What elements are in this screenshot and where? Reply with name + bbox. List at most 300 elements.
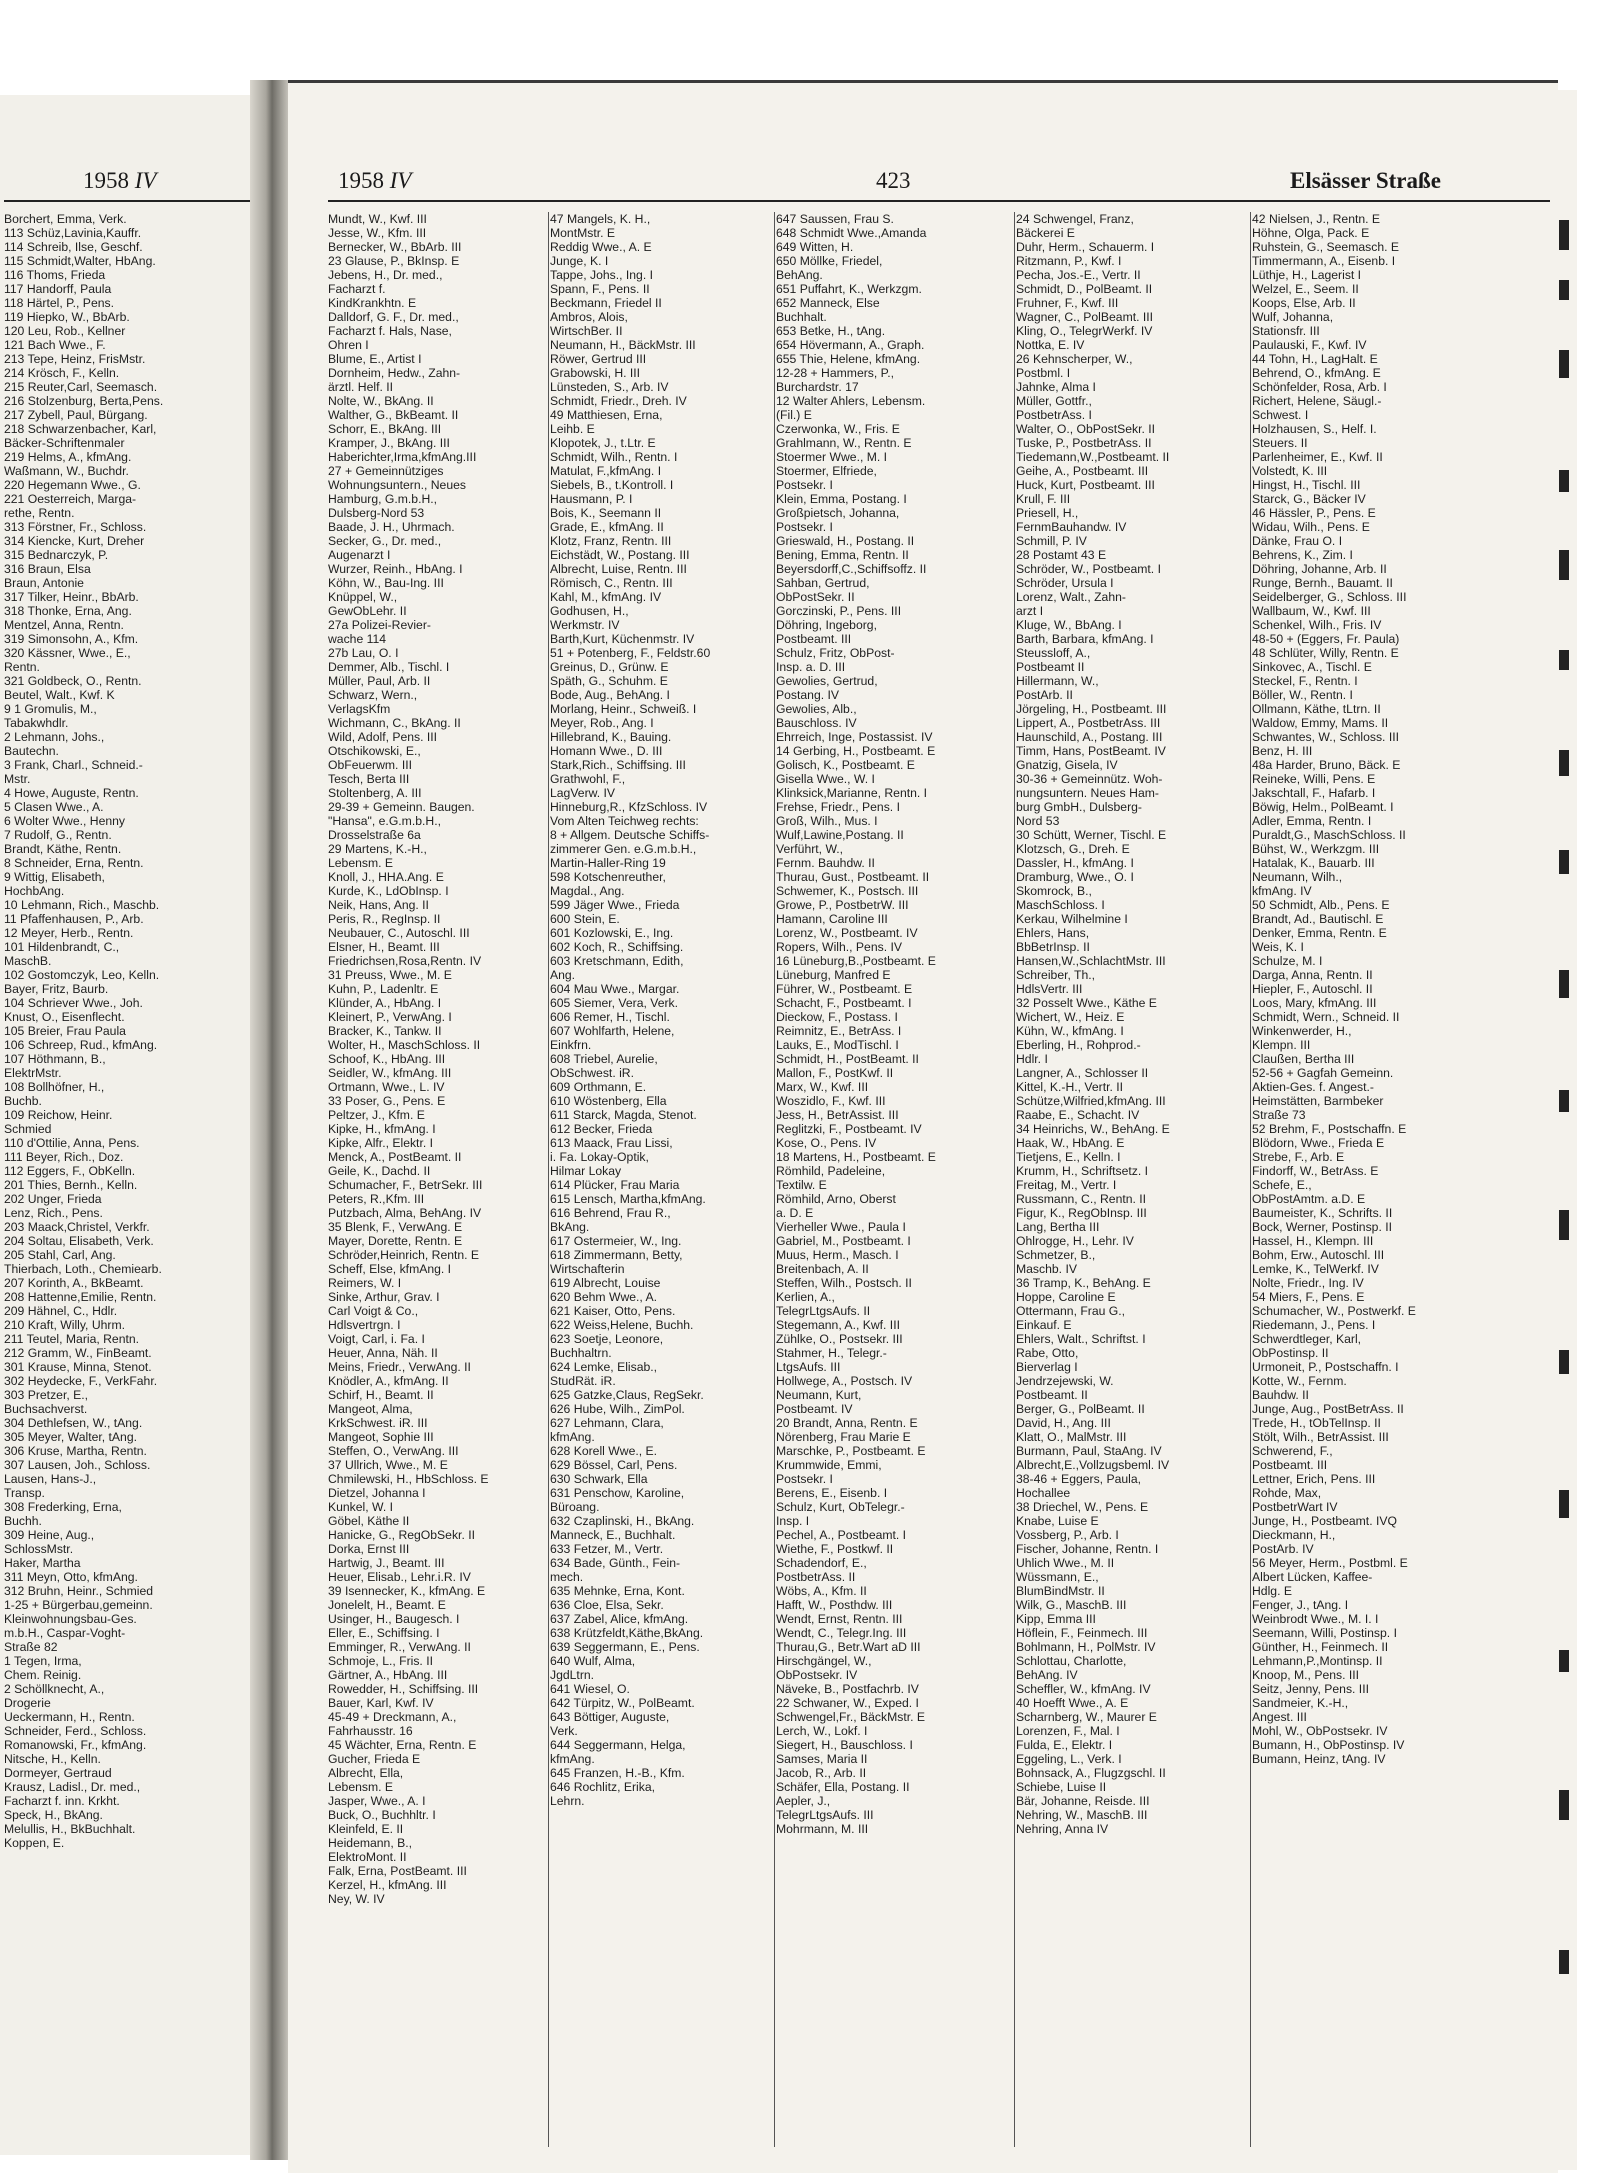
directory-entry: Stoltenberg, A. III	[328, 786, 422, 800]
directory-entry: MaschSchloss. I	[1016, 898, 1105, 912]
directory-entry: Schumacher, W., Postwerkf. E	[1252, 1304, 1416, 1318]
directory-entry: Huck, Kurt, Postbeamt. III	[1016, 478, 1155, 492]
directory-entry: Schmidt, Friedr., Dreh. IV	[550, 394, 687, 408]
directory-entry: FernmBauhandw. IV	[1016, 520, 1127, 534]
directory-entry: 119 Hiepko, W., BbArb.	[4, 310, 130, 324]
directory-entry: Barth,Kurt, Küchenmstr. IV	[550, 632, 695, 646]
directory-entry: Buck, O., Buchhltr. I	[328, 1808, 436, 1822]
directory-entry: Tiedemann,W.,Postbeamt. II	[1016, 450, 1170, 464]
directory-entry: Borchert, Emma, Verk.	[4, 212, 127, 226]
directory-entry: 48a Harder, Bruno, Bäck. E	[1252, 758, 1401, 772]
directory-entry: Nörenberg, Frau Marie E	[776, 1430, 911, 1444]
directory-entry: Schadendorf, E.,	[776, 1556, 867, 1570]
directory-entry: Krausz, Ladisl., Dr. med.,	[4, 1780, 141, 1794]
directory-entry: Nord 53	[1016, 814, 1060, 828]
directory-entry: Transp.	[4, 1486, 45, 1500]
directory-entry: 318 Thonke, Erna, Ang.	[4, 604, 132, 618]
directory-entry: Barth, Barbara, kfmAng. I	[1016, 632, 1154, 646]
directory-entry: Wichert, W., Heiz. E	[1016, 1010, 1125, 1024]
directory-entry: Rabe, Otto,	[1016, 1346, 1079, 1360]
directory-entry: 605 Siemer, Vera, Verk.	[550, 996, 679, 1010]
directory-entry: Nolte, Friedr., Ing. IV	[1252, 1276, 1364, 1290]
directory-entry: Jebens, H., Dr. med.,	[328, 268, 443, 282]
directory-entry: Postbeamt. III	[1252, 1458, 1328, 1472]
directory-column-1	[328, 212, 546, 1906]
directory-entry: Haunschild, A., Postang. III	[1016, 730, 1163, 744]
directory-entry: Reddig Wwe., A. E	[550, 240, 652, 254]
directory-entry: BkAng.	[550, 1220, 590, 1234]
directory-entry: Duhr, Herm., Schauerm. I	[1016, 240, 1155, 254]
directory-entry: 301 Krause, Minna, Stenot.	[4, 1360, 152, 1374]
directory-entry: Koppen, E.	[4, 1836, 65, 1850]
directory-entry: 631 Penschow, Karoline,	[550, 1486, 685, 1500]
directory-entry: Brandt, Ad., Bautischl. E	[1252, 912, 1384, 926]
directory-entry: Klein, Emma, Postang. I	[776, 492, 907, 506]
directory-entry: 642 Türpitz, W., PolBeamt.	[550, 1696, 695, 1710]
directory-entry: Lemke, K., TelWerkf. IV	[1252, 1262, 1379, 1276]
directory-entry: Samses, Maria II	[776, 1752, 868, 1766]
directory-entry: 38 Driechel, W., Pens. E	[1016, 1500, 1149, 1514]
directory-entry: Knüppel, W.,	[328, 590, 398, 604]
directory-entry: Lebensm. E	[328, 856, 394, 870]
directory-entry: 629 Bössel, Carl, Pens.	[550, 1458, 678, 1472]
directory-entry: Buchh.	[4, 1514, 42, 1528]
directory-entry: Bayer, Fritz, Baurb.	[4, 982, 109, 996]
right-year: 1958	[338, 168, 384, 193]
directory-entry: 604 Mau Wwe., Margar.	[550, 982, 680, 996]
directory-entry: Köhn, W., Bau-Ing. III	[328, 576, 444, 590]
directory-entry: Dieckow, F., Postass. I	[776, 1010, 898, 1024]
directory-entry: ObPostAmtm. a.D. E	[1252, 1192, 1366, 1206]
directory-entry: 113 Schüz,Lavinia,Kauffr.	[4, 226, 142, 240]
directory-entry: Schröder,Heinrich, Rentn. E	[328, 1248, 480, 1262]
directory-entry: Schlottau, Charlotte,	[1016, 1654, 1127, 1668]
directory-entry: Lausen, Hans-J.,	[4, 1472, 97, 1486]
directory-entry: SchlossMstr.	[4, 1542, 74, 1556]
page-edge-tabs	[1555, 90, 1577, 2170]
directory-entry: 45-49 + Dreckmann, A.,	[328, 1710, 457, 1724]
directory-entry: 109 Reichow, Heinr.	[4, 1108, 113, 1122]
directory-entry: Kling, O., TelegrWerkf. IV	[1016, 324, 1153, 338]
directory-entry: Grade, E., kfmAng. II	[550, 520, 664, 534]
directory-entry: Koops, Else, Arb. II	[1252, 296, 1356, 310]
directory-entry: Hafft, W., Posthdw. III	[776, 1598, 893, 1612]
directory-entry: 306 Kruse, Martha, Rentn.	[4, 1444, 147, 1458]
directory-entry: Lorenz, W., Postbeamt. IV	[776, 926, 918, 940]
directory-entry: 613 Maack, Frau Lissi,	[550, 1136, 673, 1150]
directory-entry: 39 Isennecker, K., kfmAng. E	[328, 1584, 486, 1598]
directory-entry: Neik, Hans, Ang. II	[328, 898, 429, 912]
directory-entry: 20 Brandt, Anna, Rentn. E	[776, 1416, 918, 1430]
directory-entry: Schwerend, F.,	[1252, 1444, 1333, 1458]
directory-entry: Schwest. I	[1252, 408, 1309, 422]
directory-entry: Müller, Paul, Arb. II	[328, 674, 431, 688]
directory-entry: Growe, P., PostbetrW. III	[776, 898, 909, 912]
directory-entry: Walter, O., ObPostSekr. II	[1016, 422, 1156, 436]
directory-entry: Buchb.	[4, 1094, 42, 1108]
directory-entry: Rowedder, H., Schiffsing. III	[328, 1682, 479, 1696]
directory-entry: 106 Schreep, Rud., kfmAng.	[4, 1038, 158, 1052]
directory-entry: Schäfer, Ella, Postang. II	[776, 1780, 910, 1794]
directory-entry: Mallon, F., PostKwf. II	[776, 1066, 894, 1080]
directory-entry: Lünsteden, S., Arb. IV	[550, 380, 669, 394]
directory-entry: Gisella Wwe., W. I	[776, 772, 875, 786]
directory-entry: Schulz, Kurt, ObTelegr.-	[776, 1500, 905, 1514]
directory-entry: Müller, Gottfr.,	[1016, 394, 1092, 408]
directory-entry: Lettner, Erich, Pens. III	[1252, 1472, 1376, 1486]
directory-entry: Lauks, E., ModTischl. I	[776, 1038, 899, 1052]
directory-entry: a. D. E	[776, 1206, 814, 1220]
directory-entry: Wallbaum, W., Kwf. III	[1252, 604, 1371, 618]
directory-entry: Lenz, Rich., Pens.	[4, 1206, 103, 1220]
directory-entry: 52-56 + Gagfah Gemeinn.	[1252, 1066, 1394, 1080]
directory-entry: Postbeamt II	[1016, 660, 1085, 674]
directory-entry: Steussloff, A.,	[1016, 646, 1091, 660]
directory-entry: Röwer, Gertrud III	[550, 352, 647, 366]
directory-entry: 619 Albrecht, Louise	[550, 1276, 661, 1290]
directory-entry: Mangeot, Alma,	[328, 1402, 413, 1416]
directory-entry: KrkSchwest. iR. III	[328, 1416, 428, 1430]
directory-entry: Heuer, Anna, Näh. II	[328, 1346, 438, 1360]
directory-entry: 638 Krützfeldt,Käthe,BkAng.	[550, 1626, 704, 1640]
directory-entry: Paulauski, F., Kwf. IV	[1252, 338, 1367, 352]
directory-entry: Eggeling, L., Verk. I	[1016, 1752, 1122, 1766]
directory-entry: 626 Hube, Wilh., ZimPol.	[550, 1402, 685, 1416]
directory-entry: Dorka, Ernst III	[328, 1542, 410, 1556]
directory-entry: Ottermann, Frau G.,	[1016, 1304, 1126, 1318]
directory-entry: Golisch, K., Postbeamt. E	[776, 758, 915, 772]
directory-entry: Maschb. IV	[1016, 1262, 1077, 1276]
directory-entry: Junge, Aug., PostBetrAss. II	[1252, 1402, 1404, 1416]
directory-entry: 650 Möllke, Friedel,	[776, 254, 883, 268]
directory-entry: 217 Zybell, Paul, Bürgang.	[4, 408, 148, 422]
directory-entry: Timmermann, A., Eisenb. I	[1252, 254, 1396, 268]
directory-entry: Lerch, W., Lokf. I	[776, 1724, 868, 1738]
directory-entry: Beckmann, Friedel II	[550, 296, 662, 310]
directory-entry: 308 Frederking, Erna,	[4, 1500, 122, 1514]
directory-entry: Insp. I	[776, 1514, 810, 1528]
directory-entry: 215 Reuter,Carl, Seemasch.	[4, 380, 158, 394]
directory-entry: 630 Schwark, Ella	[550, 1472, 648, 1486]
directory-entry: 303 Pretzer, E.,	[4, 1388, 89, 1402]
directory-entry: Lang, Bertha III	[1016, 1220, 1100, 1234]
directory-entry: 49 Matthiesen, Erna,	[550, 408, 663, 422]
directory-entry: 12 Meyer, Herb., Rentn.	[4, 926, 134, 940]
directory-entry: Wohnungsuntern., Neues	[328, 478, 466, 492]
directory-entry: Drogerie	[4, 1696, 51, 1710]
directory-entry: Angest. III	[1252, 1710, 1307, 1724]
directory-entry: PostArb. II	[1016, 688, 1073, 702]
directory-entry: Ruhstein, G., Seemasch. E	[1252, 240, 1399, 254]
directory-entry: Otschikowski, E.,	[328, 744, 421, 758]
directory-entry: Kerzel, H., kfmAng. III	[328, 1878, 447, 1892]
directory-entry: Leihb. E	[550, 422, 595, 436]
directory-entry: Wöbs, A., Kfm. II	[776, 1584, 867, 1598]
directory-entry: 110 d'Ottilie, Anna, Pens.	[4, 1136, 140, 1150]
directory-entry: Volstedt, K. III	[1252, 464, 1328, 478]
directory-entry: TelegrLtgsAufs. III	[776, 1808, 874, 1822]
directory-entry: Schulze, M. I	[1252, 954, 1323, 968]
directory-entry: 26 Kehnscherper, W.,	[1016, 352, 1133, 366]
directory-entry: Wild, Adolf, Pens. III	[328, 730, 438, 744]
directory-entry: Jesse, W., Kfm. III	[328, 226, 427, 240]
directory-entry: 312 Bruhn, Heinr., Schmied	[4, 1584, 154, 1598]
directory-entry: Baade, J. H., Uhrmach.	[328, 520, 455, 534]
directory-entry: 33 Poser, G., Pens. E	[328, 1094, 446, 1108]
directory-entry: Grabowski, H. III	[550, 366, 641, 380]
directory-entry: Chmilewski, H., HbSchloss. E	[328, 1472, 489, 1486]
directory-entry: Kurde, K., LdObInsp. I	[328, 884, 449, 898]
directory-entry: 618 Zimmermann, Betty,	[550, 1248, 683, 1262]
directory-entry: Behrend, O., kfmAng. E	[1252, 366, 1381, 380]
directory-entry: Findorff, W., BetrAss. E	[1252, 1164, 1379, 1178]
directory-entry: 5 Clasen Wwe., A.	[4, 800, 104, 814]
directory-entry: Scheffler, W., kfmAng. IV	[1016, 1682, 1151, 1696]
directory-entry: Lorenz, Walt., Zahn-	[1016, 590, 1126, 604]
directory-entry: Falk, Erna, PostBeamt. III	[328, 1864, 467, 1878]
directory-entry: 35 Blenk, F., VerwAng. E	[328, 1220, 463, 1234]
directory-entry: Neubauer, C., Autoschl. III	[328, 926, 470, 940]
directory-entry: 3 Frank, Charl., Schneid.-	[4, 758, 143, 772]
directory-entry: Seidler, W., kfmAng. III	[328, 1066, 452, 1080]
directory-entry: 7 Rudolf, G., Rentn.	[4, 828, 112, 842]
directory-entry: Bumann, H., ObPostinsp. IV	[1252, 1738, 1405, 1752]
directory-entry: Knoop, M., Pens. III	[1252, 1668, 1360, 1682]
directory-entry: burg GmbH., Dulsberg-	[1016, 800, 1142, 814]
directory-entry: Manneck, E., Buchhalt.	[550, 1528, 676, 1542]
directory-entry: Krull, F. III	[1016, 492, 1071, 506]
directory-entry: Reglitzki, F., Postbeamt. IV	[776, 1122, 922, 1136]
directory-entry: 118 Härtel, P., Pens.	[4, 296, 114, 310]
directory-entry: Schmidt, H., PostBeamt. II	[776, 1052, 919, 1066]
directory-entry: Breitenbach, A. II	[776, 1262, 869, 1276]
directory-entry: 47 Mangels, K. H.,	[550, 212, 651, 226]
directory-entry: 29-39 + Gemeinn. Baugen.	[328, 800, 475, 814]
directory-entry: Hassel, H., Klempn. III	[1252, 1234, 1374, 1248]
directory-entry: Klotz, Franz, Rentn. III	[550, 534, 672, 548]
directory-entry: 646 Rochlitz, Erika,	[550, 1780, 655, 1794]
directory-entry: 625 Gatzke,Claus, RegSekr.	[550, 1388, 704, 1402]
directory-entry: Vossberg, P., Arb. I	[1016, 1528, 1119, 1542]
directory-entry: 305 Meyer, Walter, tAng.	[4, 1430, 137, 1444]
directory-entry: Stationsfr. III	[1252, 324, 1320, 338]
directory-entry: 628 Korell Wwe., E.	[550, 1444, 658, 1458]
directory-entry: Heuer, Elisab., Lehr.i.R. IV	[328, 1570, 471, 1584]
directory-entry: Mayer, Dorette, Rentn. E	[328, 1234, 463, 1248]
directory-entry: Schwerdtleger, Karl,	[1252, 1332, 1362, 1346]
directory-entry: 315 Bednarczyk, P.	[4, 548, 109, 562]
directory-entry: nungsuntern. Neues Ham-	[1016, 786, 1159, 800]
directory-entry: Czerwonka, W., Fris. E	[776, 422, 900, 436]
directory-entry: Grieswald, H., Postang. II	[776, 534, 915, 548]
directory-entry: StudRät. iR.	[550, 1374, 616, 1388]
directory-entry: Weinbrodt Wwe., M. I. I	[1252, 1612, 1379, 1626]
directory-entry: 647 Saussen, Frau S.	[776, 212, 894, 226]
directory-entry: Marschke, P., Postbeamt. E	[776, 1444, 926, 1458]
directory-entry: 48-50 + (Eggers, Fr. Paula)	[1252, 632, 1400, 646]
directory-entry: 24 Schwengel, Franz,	[1016, 212, 1134, 226]
directory-entry: zimmerer Gen. e.G.m.b.H.,	[550, 842, 697, 856]
directory-entry: Greinus, D., Grünw. E	[550, 660, 669, 674]
directory-entry: 46 Hässler, P., Pens. E	[1252, 506, 1376, 520]
directory-entry: 608 Triebel, Aurelie,	[550, 1052, 658, 1066]
directory-column-2	[550, 212, 772, 1808]
book-gutter	[250, 80, 290, 2160]
directory-entry: Böwig, Helm., PolBeamt. I	[1252, 800, 1394, 814]
directory-entry: Aktien-Ges. f. Angest.-	[1252, 1080, 1374, 1094]
directory-entry: Döhring, Ingeborg,	[776, 618, 877, 632]
directory-entry: Schwarz, Wern.,	[328, 688, 418, 702]
directory-entry: Dramburg, Wwe., O. I	[1016, 870, 1134, 884]
directory-entry: Voigt, Carl, i. Fa. I	[328, 1332, 425, 1346]
directory-entry: Meins, Friedr., VerwAng. II	[328, 1360, 471, 1374]
directory-entry: 40 Hoefft Wwe., A. E	[1016, 1696, 1129, 1710]
directory-entry: Albrecht,E.,Vollzugsbeml. IV	[1016, 1458, 1170, 1472]
directory-entry: Neumann, Wilh.,	[1252, 870, 1343, 884]
directory-entry: Haberichter,Irma,kfmAng.III	[328, 450, 477, 464]
directory-entry: Zühlke, O., Postsekr. III	[776, 1332, 903, 1346]
directory-entry: 12-28 + Hammers, P.,	[776, 366, 894, 380]
directory-entry: Priesell, H.,	[1016, 506, 1079, 520]
directory-entry: Seitz, Jenny, Pens. III	[1252, 1682, 1369, 1696]
directory-entry: Carl Voigt & Co.,	[328, 1304, 419, 1318]
directory-entry: 316 Braun, Elsa	[4, 562, 91, 576]
directory-entry: Jakschtall, F., Hafarb. I	[1252, 786, 1376, 800]
directory-entry: Aepler, J.,	[776, 1794, 831, 1808]
directory-entry: ObSchwest. iR.	[550, 1066, 634, 1080]
directory-entry: Schwemer, K., Postsch. III	[776, 884, 919, 898]
directory-entry: Bauschloss. IV	[776, 716, 857, 730]
directory-entry: Schwantes, W., Schloss. III	[1252, 730, 1399, 744]
directory-entry: Urmoneit, P., Postschaffn. I	[1252, 1360, 1399, 1374]
directory-entry: Adler, Emma, Rentn. I	[1252, 814, 1372, 828]
directory-entry: 218 Schwarzenbacher, Karl,	[4, 422, 157, 436]
directory-entry: Postbml. I	[1016, 366, 1071, 380]
directory-entry: Bäckerei E	[1016, 226, 1075, 240]
directory-entry: Puraldt,G., MaschSchloss. II	[1252, 828, 1406, 842]
directory-entry: Bohnsack, A., Flugzgschl. II	[1016, 1766, 1166, 1780]
directory-entry: Schulz, Fritz, ObPost-	[776, 646, 895, 660]
directory-entry: 313 Förstner, Fr., Schloss.	[4, 520, 147, 534]
left-header-rule	[4, 200, 250, 202]
directory-entry: 107 Höthmann, B.,	[4, 1052, 106, 1066]
directory-entry: Schneider, Ferd., Schloss.	[4, 1724, 147, 1738]
directory-entry: David, H., Ang. III	[1016, 1416, 1111, 1430]
directory-entry: Peters, R.,Kfm. III	[328, 1192, 425, 1206]
directory-entry: Neumann, H., BäckMstr. III	[550, 338, 696, 352]
directory-entry: Fenger, J., tAng. I	[1252, 1598, 1349, 1612]
directory-entry: Neumann, Kurt,	[776, 1388, 862, 1402]
directory-entry: kfmAng.	[550, 1752, 595, 1766]
column-divider	[774, 212, 775, 2147]
directory-entry: Schröder, Ursula I	[1016, 576, 1114, 590]
directory-entry: 209 Hähnel, C., Hdlr.	[4, 1304, 118, 1318]
directory-entry: Putzbach, Alma, BehAng. IV	[328, 1206, 482, 1220]
directory-entry: Nottka, E. IV	[1016, 338, 1085, 352]
directory-entry: Bäcker-Schriftenmaler	[4, 436, 125, 450]
directory-entry: Kittel, K.-H., Vertr. II	[1016, 1080, 1124, 1094]
directory-entry: Höhne, Olga, Pack. E	[1252, 226, 1370, 240]
directory-entry: Hatalak, K., Bauarb. III	[1252, 856, 1375, 870]
directory-entry: Heimstätten, Barmbeker	[1252, 1094, 1384, 1108]
directory-entry: Schütze,Wilfried,kfmAng. III	[1016, 1094, 1166, 1108]
directory-entry: 621 Kaiser, Otto, Pens.	[550, 1304, 676, 1318]
directory-entry: Groß, Wilh., Mus. I	[776, 814, 878, 828]
directory-entry: Fruhner, F., Kwf. III	[1016, 296, 1119, 310]
directory-entry: Jess, H., BetrAssist. III	[776, 1108, 899, 1122]
directory-entry: Parlenheimer, E., Kwf. II	[1252, 450, 1383, 464]
directory-entry: 36 Tramp, K., BehAng. E	[1016, 1276, 1151, 1290]
directory-entry: Schacht, F., Postbeamt. I	[776, 996, 912, 1010]
directory-entry: Ehrreich, Inge, Postassist. IV	[776, 730, 933, 744]
directory-entry: Dänke, Frau O. I	[1252, 534, 1343, 548]
directory-entry: Ropers, Wilh., Pens. IV	[776, 940, 902, 954]
directory-entry: Jasper, Wwe., A. I	[328, 1794, 426, 1808]
directory-entry: 614 Plücker, Frau Maria	[550, 1178, 680, 1192]
directory-entry: Meyer, Rob., Ang. I	[550, 716, 654, 730]
directory-entry: Steffen, O., VerwAng. III	[328, 1444, 459, 1458]
directory-entry: Mundt, W., Kwf. III	[328, 212, 427, 226]
directory-entry: 27a Polizei-Revier-	[328, 618, 431, 632]
directory-entry: Hoppe, Caroline E	[1016, 1290, 1116, 1304]
directory-entry: Wirtschafterin	[550, 1262, 625, 1276]
directory-entry: Kühn, W., kfmAng. I	[1016, 1024, 1124, 1038]
column-divider	[548, 212, 549, 2147]
directory-entry: 9 1 Gromulis, M.,	[4, 702, 97, 716]
directory-entry: Albert Lücken, Kaffee-	[1252, 1570, 1373, 1584]
directory-entry: Thurau,G., Betr.Wart aD III	[776, 1640, 921, 1654]
directory-entry: Bock, Werner, Postinsp. II	[1252, 1220, 1392, 1234]
directory-entry: 321 Goldbeck, O., Rentn.	[4, 674, 142, 688]
directory-entry: Hdlsvertrgn. I	[328, 1318, 401, 1332]
directory-entry: Einkauf. E	[1016, 1318, 1072, 1332]
directory-entry: Hillermann, W.,	[1016, 674, 1099, 688]
directory-entry: 204 Soltau, Elisabeth, Verk.	[4, 1234, 154, 1248]
directory-entry: Fernm. Bauhdw. II	[776, 856, 875, 870]
directory-entry: Walther, G., BkBeamt. II	[328, 408, 459, 422]
directory-entry: Postbeamt. II	[1016, 1388, 1088, 1402]
directory-entry: Postbeamt. IV	[776, 1402, 853, 1416]
directory-entry: Wolter, H., MaschSchloss. II	[328, 1038, 481, 1052]
directory-entry: ElektroMont. II	[328, 1850, 407, 1864]
directory-entry: ObPostSekr. II	[776, 590, 855, 604]
directory-entry: Ohlrogge, H., Lehr. IV	[1016, 1234, 1134, 1248]
directory-entry: Skomrock, B.,	[1016, 884, 1092, 898]
directory-entry: BlumBindMstr. II	[1016, 1584, 1105, 1598]
directory-entry: Hdlg. E	[1252, 1584, 1292, 1598]
directory-entry: Jendrzejewski, W.	[1016, 1374, 1114, 1388]
directory-entry: Schönfelder, Rosa, Arb. I	[1252, 380, 1387, 394]
directory-entry: Mohrmann, M. III	[776, 1822, 869, 1836]
directory-entry: 45 Wächter, Erna, Rentn. E	[328, 1738, 477, 1752]
directory-entry: 30-36 + Gemeinnütz. Woh-	[1016, 772, 1163, 786]
directory-entry: Hollwege, A., Postsch. IV	[776, 1374, 913, 1388]
directory-entry: Knödler, A., kfmAng. II	[328, 1374, 449, 1388]
directory-entry: 606 Remer, H., Tischl.	[550, 1010, 670, 1024]
directory-entry: Schmoje, L., Fris. II	[328, 1654, 433, 1668]
directory-entry: Bohm, Erw., Autoschl. III	[1252, 1248, 1385, 1262]
directory-entry: Werkmstr. IV	[550, 618, 620, 632]
directory-entry: Stahmer, H., Telegr.-	[776, 1346, 887, 1360]
directory-entry: Seemann, Willi, Postinsp. I	[1252, 1626, 1397, 1640]
directory-entry: Schmill, P. IV	[1016, 534, 1087, 548]
directory-entry: 51 + Potenberg, F., Feldstr.60	[550, 646, 711, 660]
directory-entry: Elsner, H., Beamt. III	[328, 940, 440, 954]
directory-entry: Knoll, J., HHA.Ang. E	[328, 870, 444, 884]
directory-entry: JgdLtrn.	[550, 1668, 595, 1682]
directory-entry: Ehlers, Walt., Schriftst. I	[1016, 1332, 1146, 1346]
directory-entry: 639 Seggermann, E., Pens.	[550, 1640, 700, 1654]
